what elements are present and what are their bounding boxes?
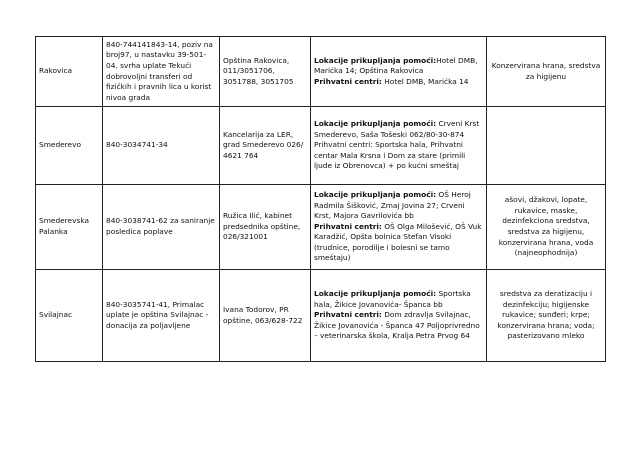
locations-text: Sportska hala, Žikice Jovanovića- Španca bb	[314, 289, 471, 309]
place-cell: Rakovica	[36, 37, 103, 107]
aid-table	[35, 36, 606, 362]
locations-cell	[311, 37, 487, 107]
shelter-text: Hotel DMB, Marićka 14	[381, 76, 469, 86]
place-cell: Svilajnac	[36, 270, 103, 362]
locations-text: Crveni Krst Smederevo, Saša Tošeski 062/80-30-874	[314, 119, 480, 139]
locations-text: OŠ Heroj Radmila Šišković, Zmaj Jovina 27; Crveni Krst, Majora Gavrilovića bb	[314, 189, 471, 221]
needs-cell: Konzervirana hrana, sredstva za higijenu	[487, 37, 606, 107]
shelter-text: Prihvatni centri: Sportska hala, Prihvatni centar Mala Krsna i Dom za stare (primili ljude iz Obrenovca) + po kućni smeštaj	[314, 140, 466, 171]
account-cell: 840-3034741-34	[103, 107, 220, 185]
locations-cell	[311, 107, 487, 185]
contact-cell: Ivana Todorov, PR opštine, 063/628-722	[220, 270, 311, 362]
needs-cell	[487, 107, 606, 185]
locations-label: Lokacije prikupljanja pomoći:	[314, 189, 437, 199]
contact-cell: Opština Rakovica, 011/3051706, 3051788, 3051705	[220, 37, 311, 107]
account-cell: 840-744141843-14, poziv na broj97, u nastavku 39-501-04. svrha uplate Tekući dobrovoljni transferi od fizičkih i pravnih lica u korist nivoa grada	[103, 37, 220, 107]
table-row	[36, 37, 606, 107]
contact-cell: Kancelarija za LER, grad Smederevo 026/ 4621 764	[220, 107, 311, 185]
table-row	[36, 107, 606, 185]
locations-text: Hotel DMB, Marićka 14; Opština Rakovica	[314, 55, 478, 76]
account-cell: 840-3038741-62 za saniranje posledica poplave	[103, 185, 220, 270]
locations-label: Lokacije prikupljanja pomoći:	[314, 119, 437, 129]
locations-cell	[311, 270, 487, 362]
needs-cell: ašovi, džakovi, lopate, rukavice, maske, dezinfekciona sredstva, sredstva za higijenu, konzervirana hrana, voda (najneophodnija)	[487, 185, 606, 270]
table-row	[36, 270, 606, 362]
table-row	[36, 185, 606, 270]
place-cell: Smederevo	[36, 107, 103, 185]
account-cell: 840-3035741-41, Primalac uplate je opština Svilajnac - donacija za poljavljene	[103, 270, 220, 362]
locations-cell	[311, 185, 487, 270]
shelter-text: Dom zdravlja Svilajnac, Žikice Jovanovića - Španca 47 Poljoprivredno – veterinarska škola, Kralja Petra Prvog 64	[314, 310, 480, 341]
shelter-label: Prihvatni centri:	[314, 76, 382, 86]
shelter-label: Prihvatni centri:	[314, 221, 382, 231]
shelter-label: Prihvatni centri:	[314, 310, 382, 320]
locations-label: Lokacije prikupljanja pomoći:	[314, 55, 437, 65]
locations-label: Lokacije prikupljanja pomoći:	[314, 289, 437, 299]
contact-cell: Ružica Ilić, kabinet predsednika opštine, 026/321001	[220, 185, 311, 270]
shelter-text: OŠ Olga Milošević, OŠ Vuk Karadžić, Opšta bolnica Stefan Visoki (trudnice, porodilje i bolesni se tamo smeštaju)	[314, 221, 482, 263]
needs-cell: sredstva za deratizaciju i dezinfekciju; higijenske rukavice; sunđeri; krpe; konzervirana hrana; voda; pasterizovano mleko	[487, 270, 606, 362]
place-cell: Smederevska Palanka	[36, 185, 103, 270]
